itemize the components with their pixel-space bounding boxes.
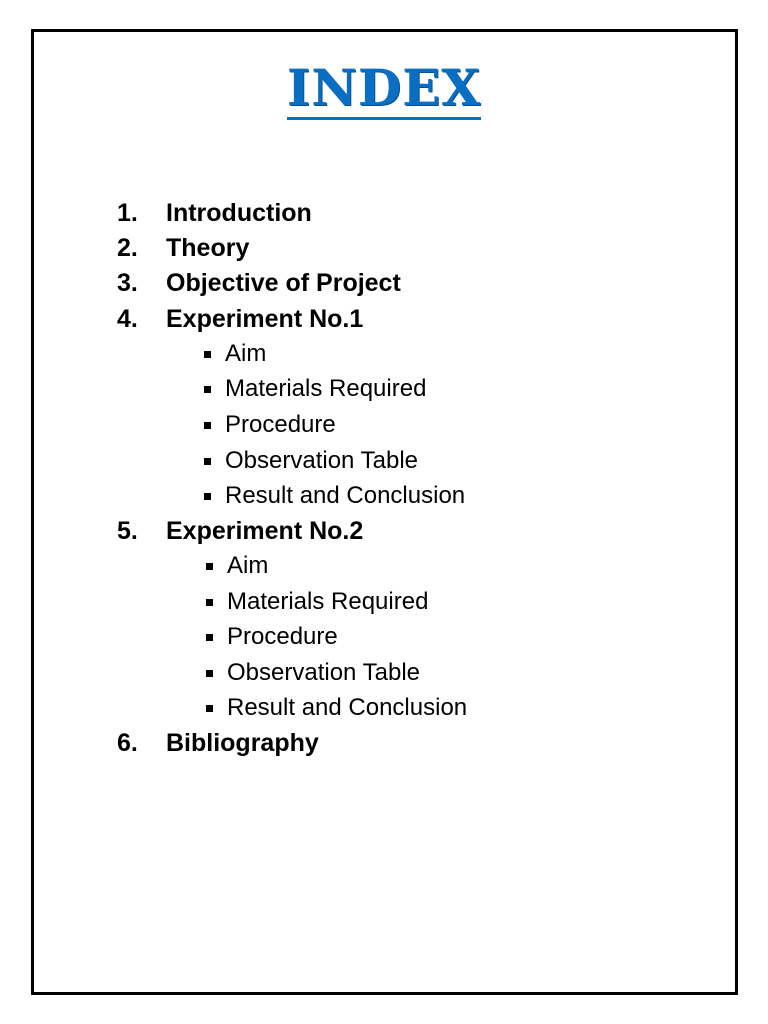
square-bullet-icon bbox=[204, 458, 211, 465]
section-title: Objective of Project bbox=[166, 269, 401, 297]
subitem-label: Result and Conclusion bbox=[227, 694, 468, 721]
subitem-label: Aim bbox=[227, 552, 269, 579]
square-bullet-icon bbox=[206, 670, 213, 677]
square-bullet-icon bbox=[206, 599, 213, 606]
square-bullet-icon bbox=[206, 634, 213, 641]
section-number: 1. bbox=[117, 199, 138, 227]
toc-section bbox=[0, 196, 768, 230]
toc-subitem bbox=[0, 479, 768, 513]
subitem-label: Aim bbox=[225, 340, 267, 367]
section-title: Bibliography bbox=[166, 729, 319, 757]
index-title bbox=[0, 58, 768, 120]
section-title: Introduction bbox=[166, 199, 312, 227]
toc-subitem bbox=[0, 620, 768, 654]
square-bullet-icon bbox=[206, 563, 213, 570]
subitem-label: Materials Required bbox=[227, 588, 429, 615]
toc-subitem bbox=[0, 372, 768, 406]
square-bullet-icon bbox=[206, 705, 213, 712]
section-number: 6. bbox=[117, 729, 138, 757]
section-title: Experiment No.2 bbox=[166, 517, 364, 545]
square-bullet-icon bbox=[204, 422, 211, 429]
toc-subitem bbox=[0, 408, 768, 442]
subitem-label: Materials Required bbox=[225, 375, 427, 402]
toc-section bbox=[0, 266, 768, 300]
toc-subitem bbox=[0, 585, 768, 619]
subitem-label: Observation Table bbox=[225, 447, 419, 474]
square-bullet-icon bbox=[204, 493, 211, 500]
toc-section bbox=[0, 302, 768, 336]
section-title: Experiment No.1 bbox=[166, 305, 364, 333]
toc-subitem bbox=[0, 691, 768, 725]
square-bullet-icon bbox=[204, 386, 211, 393]
section-title: Theory bbox=[166, 234, 250, 262]
toc-subitem bbox=[0, 337, 768, 371]
square-bullet-icon bbox=[204, 351, 211, 358]
toc-section bbox=[0, 514, 768, 548]
toc-subitem bbox=[0, 549, 768, 583]
subitem-label: Result and Conclusion bbox=[225, 482, 466, 509]
index-title-text: INDEX bbox=[287, 59, 481, 120]
toc-subitem bbox=[0, 656, 768, 690]
toc-section bbox=[0, 726, 768, 760]
section-number: 2. bbox=[117, 234, 138, 262]
toc-section bbox=[0, 231, 768, 265]
section-number: 5. bbox=[117, 517, 138, 545]
section-number: 4. bbox=[117, 305, 138, 333]
subitem-label: Observation Table bbox=[227, 659, 421, 686]
toc-subitem bbox=[0, 444, 768, 478]
subitem-label: Procedure bbox=[227, 623, 338, 650]
subitem-label: Procedure bbox=[225, 411, 336, 438]
section-number: 3. bbox=[117, 269, 138, 297]
